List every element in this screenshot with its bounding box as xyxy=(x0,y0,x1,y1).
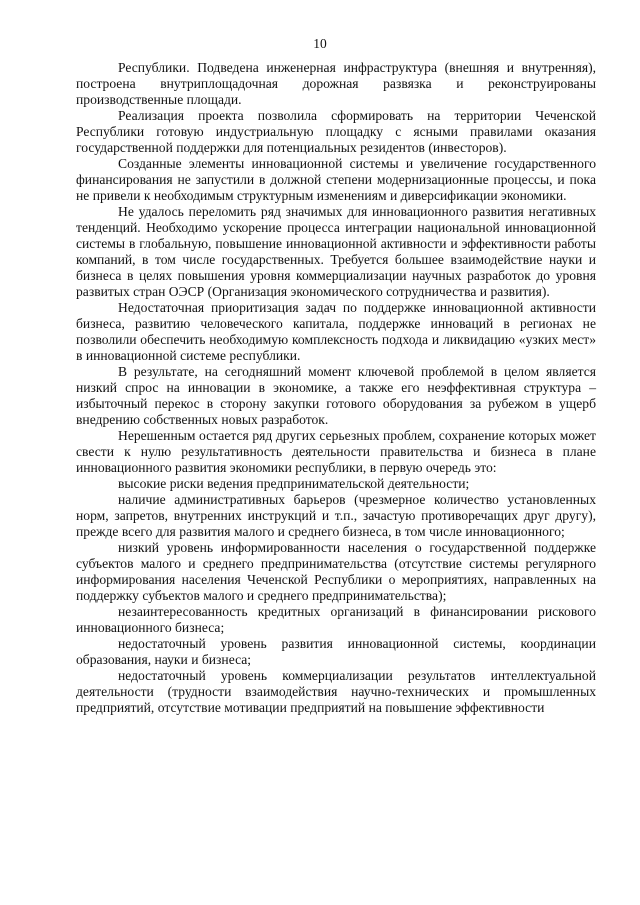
list-item: наличие административных барьеров (чрезмерное количество установленных норм, запретов, внутренних инструкций и т.п., зачастую противоречащих друг другу), прежде всего для развития малого и среднего бизнеса, в том числе инновационного; xyxy=(76,492,596,539)
paragraph: Реализация проекта позволила сформировать на территории Чеченской Республики готовую индустриальную площадку с ясными правилами оказания государственной поддержки для потенциальных резидентов (инвесторов). xyxy=(76,108,596,155)
list-item: низкий уровень информированности населения о государственной поддержке субъектов малого и среднего предпринимательства (отсутствие системы регулярного информирования населения Чеченской Республики о мероприятиях, направленных на поддержку субъектов малого и среднего предпринимательства); xyxy=(76,540,596,603)
list-item: высокие риски ведения предпринимательской деятельности; xyxy=(118,476,470,491)
paragraph: Созданные элементы инновационной системы и увеличение государственного финансирования не запустили в должной степени модернизационные процессы, и пока не привели к необходимым структурным изменениям и диверсификации экономики. xyxy=(76,156,596,203)
paragraph: Республики. Подведена инженерная инфраструктура (внешняя и внутренняя), построена внутриплощадочная дорожная развязка и реконструированы производственные площади. xyxy=(76,60,596,107)
list-item: незаинтересованность кредитных организаций в финансировании рискового инновационного бизнеса; xyxy=(76,604,596,635)
paragraph: Не удалось переломить ряд значимых для инновационного развития негативных тенденций. Необходимо ускорение процесса интеграции национальной инновационной системы в глобальную, повышение инновационной активности и эффективности работы компаний, в том числе государственных. Требуется большее взаимодействие науки и бизнеса в целях повышения уровня коммерциализации научных разработок до уровня развитых стран ОЭСР (Организация экономического сотрудничества и развития). xyxy=(76,204,596,299)
list-item: недостаточный уровень коммерциализации результатов интеллектуальной деятельности (трудности взаимодействия научно-технических и промышленных предприятий, отсутствие мотивации предприятий на повышение эффективности xyxy=(76,668,596,715)
list-item: недостаточный уровень развития инновационной системы, координации образования, науки и бизнеса; xyxy=(76,636,596,667)
page-number: 10 xyxy=(313,36,327,51)
paragraph: В результате, на сегодняшний момент ключевой проблемой в целом является низкий спрос на инновации в экономике, а также его неэффективная структура – избыточный перекос в сторону закупки готового оборудования за рубежом в ущерб внедрению собственных новых разработок. xyxy=(76,364,596,427)
document-body xyxy=(76,60,596,716)
paragraph: Нерешенным остается ряд других серьезных проблем, сохранение которых может свести к нулю результативность деятельности правительства и бизнеса в плане инновационного развития экономики республики, в первую очередь это: xyxy=(76,428,596,475)
paragraph: Недостаточная приоритизация задач по поддержке инновационной активности бизнеса, развитию человеческого капитала, поддержке инноваций в регионах не позволили обеспечить необходимую комплексность подхода и ликвидацию «узких мест» в инновационной системе республики. xyxy=(76,300,596,363)
